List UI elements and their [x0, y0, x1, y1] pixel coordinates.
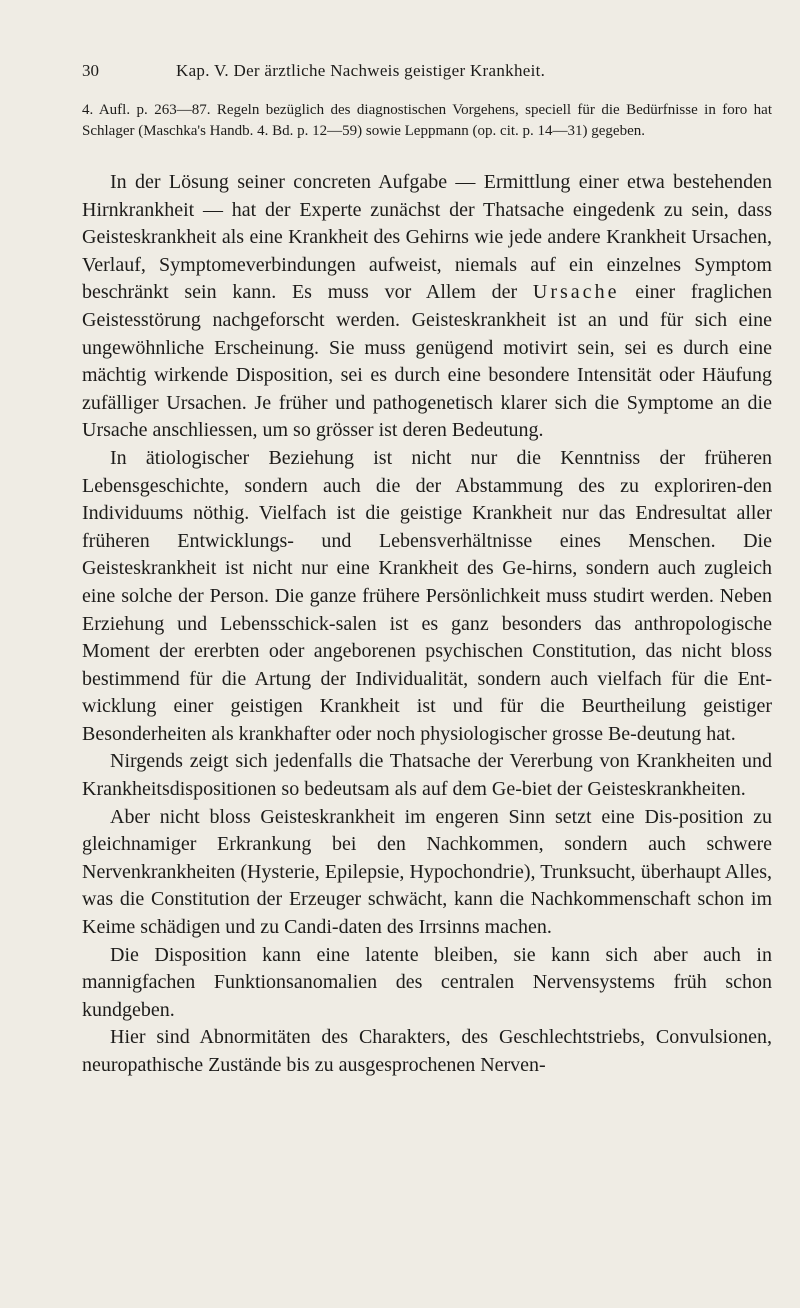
main-text [82, 169, 772, 1080]
paragraph-3: Nirgends zeigt sich jedenfalls die Thatsache der Vererbung von Krankheiten und Krankheitsdispositionen so bedeutsam als auf dem Ge-biet der Geisteskrankheiten. [82, 750, 772, 801]
paragraph-5: Die Disposition kann eine latente bleiben, sie kann sich aber auch in mannigfachen Funktionsanomalien des centralen Nervensystems früh schon kundgeben. [82, 943, 772, 1021]
paragraph-1-start: In der Lösung seiner concreten Aufgabe — Ermittlung einer etwa bestehenden Hirnkrankheit — hat der Experte zunächst der Thatsache eingedenk zu sein, dass Geisteskrankheit als eine Krankheit des Gehirns wie jede andere Krankheit Ursachen, Verlauf, Symptomeverbindungen aufweist, niemals auf ein einzelnes Symptom beschränkt sein kann. Es muss vor Allem der [82, 171, 772, 304]
paragraph-2: In ätiologischer Beziehung ist nicht nur die Kenntniss der früheren Lebensgeschichte, sondern auch die der Abstammung des zu exploriren-den Individuums nöthig. Vielfach ist die geistige Krankheit nur das Endresultat aller früheren Entwicklungs- und Lebensverhältnisse eines Menschen. Die Geisteskrankheit ist nicht nur eine Krankheit des Ge-hirns, sondern auch zugleich eine solche der Person. Die ganze frühere Persönlichkeit muss studirt werden. Neben Erziehung und Lebensschick-salen ist es ganz besonders das anthropologische Moment der ererbten oder angeborenen psychischen Constitution, das nicht bloss bestimmend für die Artung der Individualität, sondern auch vielfach für die Ent-wicklung einer geistigen Krankheit ist und für die Beurtheilung geistiger Besonderheiten als krankhafter oder noch physiologischer grosse Be-deutung hat. [82, 446, 772, 745]
paragraph-6: Hier sind Abnormitäten des Charakters, des Geschlechtstriebs, Convulsionen, neuropathische Zustände bis zu ausgesprochenen Nerven- [82, 1026, 772, 1076]
emphasis-ursache: Ursache [532, 281, 620, 304]
running-title: Kap. V. Der ärztliche Nachweis geistiger Krankheit. [176, 61, 546, 80]
paragraph-4: Aber nicht bloss Geisteskrankheit im engeren Sinn setzt eine Dis-position zu gleichnamiger Erkrankung bei den Nachkommen, sondern auch schwere Nervenkrankheiten (Hysterie, Epilepsie, Hypochondrie), Trunksucht, überhaupt Alles, was die Constitution der Erzeuger schwächt, kann die Nachkommenschaft schon im Keime schädigen und zu Candi-daten des Irrsinns machen. [82, 805, 772, 939]
footnote-continuation: 4. Aufl. p. 263—87. Regeln bezüglich des diagnostischen Vorgehens, speciell für die Bedürfnisse in foro hat Schlager (Maschka's Handb. 4. Bd. p. 12—59) sowie Leppmann (op. cit. p. 14—31) gegeben. [82, 102, 772, 139]
page-number: 30 [82, 61, 99, 80]
paragraph-1 [82, 169, 772, 445]
paragraph-1-end: einer fraglichen Geistesstörung nachgeforscht werden. Geisteskrankheit ist an und für sich eine ungewöhnliche Erscheinung. Sie muss genügend motivirt sein, sei es durch eine mächtig wirkende Disposition, sei es durch eine besondere Intensität oder Häufung zufälliger Ursachen. Je früher und pathogenetisch klarer sich die Symptome an die Ursache anschliessen, um so grösser ist deren Bedeutung. [82, 281, 772, 442]
